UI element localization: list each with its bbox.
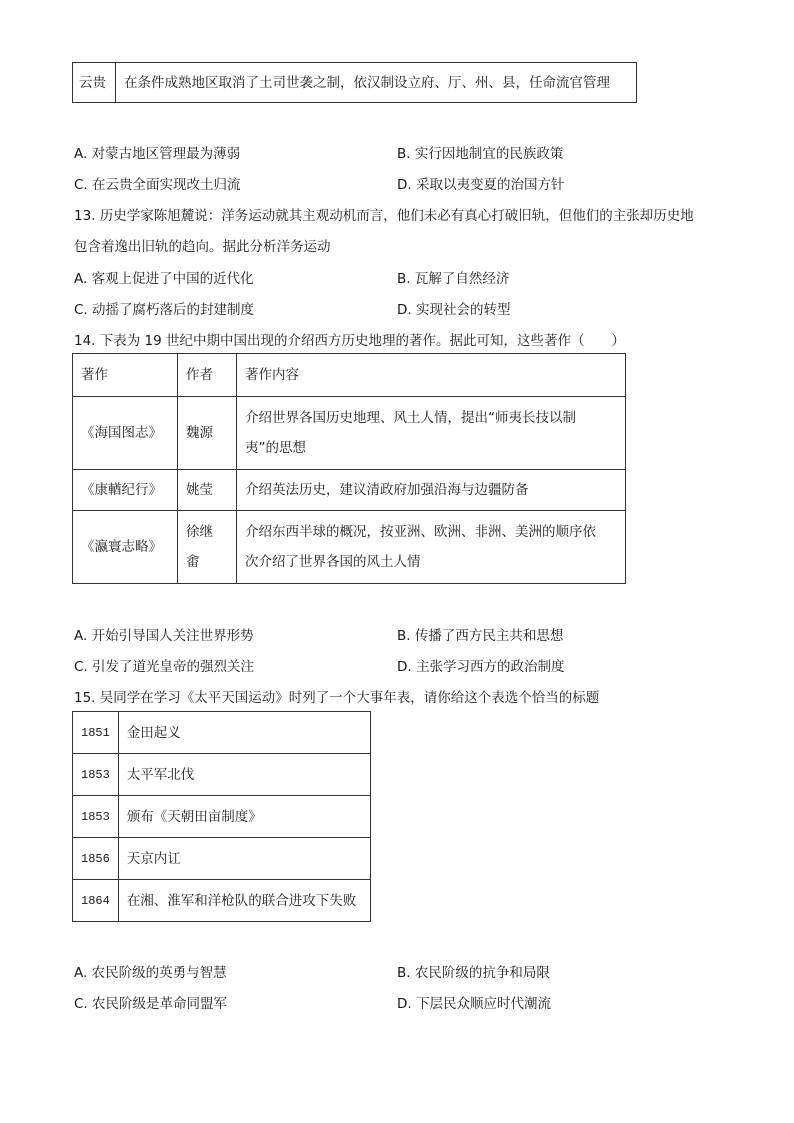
q13-stem-line1: 13. 历史学家陈旭麓说：洋务运动就其主观动机而言，他们未必有真心打破旧轨，但他们的主张却历史地 [74,208,694,224]
q13-option-a[interactable]: A. 客观上促进了中国的近代化 [74,271,254,287]
q12-option-b[interactable]: B. 实行因地制宜的民族政策 [397,146,564,162]
q13-stem-line2: 包含着逸出旧轨的趋向。据此分析洋务运动 [74,239,331,255]
year-cell: 1851 [73,712,119,754]
q12-option-a[interactable]: A. 对蒙古地区管理最为薄弱 [74,146,241,162]
content-line: 夷”的思想 [245,440,306,456]
content-line: 介绍世界各国历史地理、风土人情，提出“师夷长技以制 [245,410,576,426]
q13-option-c[interactable]: C. 动摇了腐朽落后的封建制度 [74,302,255,318]
q15-stem: 15. 吴同学在学习《太平天国运动》时列了一个大事年表，请你给这个表选个恰当的标题 [74,690,600,706]
event-cell: 颁布《天朝田亩制度》 [118,796,370,838]
year-cell: 1864 [73,880,119,922]
q13-option-d[interactable]: D. 实现社会的转型 [397,302,511,318]
table-row [73,796,371,838]
region-cell: 云贵 [73,63,116,103]
author-line: 畬 [186,554,200,570]
q15-option-d[interactable]: D. 下层民众顺应时代潮流 [397,996,551,1012]
q15-table [72,711,371,922]
header-author: 作者 [178,354,237,397]
work-cell: 《瀛寰志略》 [73,511,178,584]
year-cell: 1856 [73,838,119,880]
content-line: 介绍东西半球的概况，按亚洲、欧洲、非洲、美洲的顺序依 [245,524,596,540]
q15-option-c[interactable]: C. 农民阶级是革命同盟军 [74,996,228,1012]
q13-option-b[interactable]: B. 瓦解了自然经济 [397,271,510,287]
table-row [73,511,626,584]
q14-option-a[interactable]: A. 开始引导国人关注世界形势 [74,628,254,644]
top-table [72,62,637,103]
year-cell: 1853 [73,796,119,838]
year-cell: 1853 [73,754,119,796]
q12-option-c[interactable]: C. 在云贵全面实现改土归流 [74,177,241,193]
q12-option-d[interactable]: D. 采取以夷变夏的治国方针 [397,177,565,193]
content-cell: 在条件成熟地区取消了土司世袭之制，依汉制设立府、厅、州、县，任命流官管理 [116,63,637,103]
event-cell: 天京内讧 [118,838,370,880]
content-line: 次介绍了世界各国的风土人情 [245,554,421,570]
content-cell [237,511,626,584]
q14-header-row [73,354,626,397]
work-cell: 《康輶纪行》 [73,470,178,511]
header-work: 著作 [73,354,178,397]
q14-table [72,353,626,584]
content-cell: 介绍英法历史，建议清政府加强沿海与边疆防备 [237,470,626,511]
table-row [73,470,626,511]
table-row [73,880,371,922]
content-cell [237,397,626,470]
event-cell: 在湘、淮军和洋枪队的联合进攻下失败 [118,880,370,922]
event-cell: 太平军北伐 [118,754,370,796]
table-row [73,712,371,754]
q15-option-b[interactable]: B. 农民阶级的抗争和局限 [397,965,550,981]
author-cell [178,511,237,584]
work-cell: 《海国图志》 [73,397,178,470]
q15-option-a[interactable]: A. 农民阶级的英勇与智慧 [74,965,227,981]
q14-option-c[interactable]: C. 引发了道光皇帝的强烈关注 [74,659,255,675]
q14-option-d[interactable]: D. 主张学习西方的政治制度 [397,659,565,675]
q14-stem: 14. 下表为 19 世纪中期中国出现的介绍西方历史地理的著作。据此可知，这些著作（ ） [74,333,626,349]
table-row [73,838,371,880]
header-content: 著作内容 [237,354,626,397]
q14-option-b[interactable]: B. 传播了西方民主共和思想 [397,628,564,644]
table-row [73,397,626,470]
table-row [73,754,371,796]
author-cell: 魏源 [178,397,237,470]
event-cell: 金田起义 [118,712,370,754]
author-cell: 姚莹 [178,470,237,511]
author-line: 徐继 [186,524,213,540]
